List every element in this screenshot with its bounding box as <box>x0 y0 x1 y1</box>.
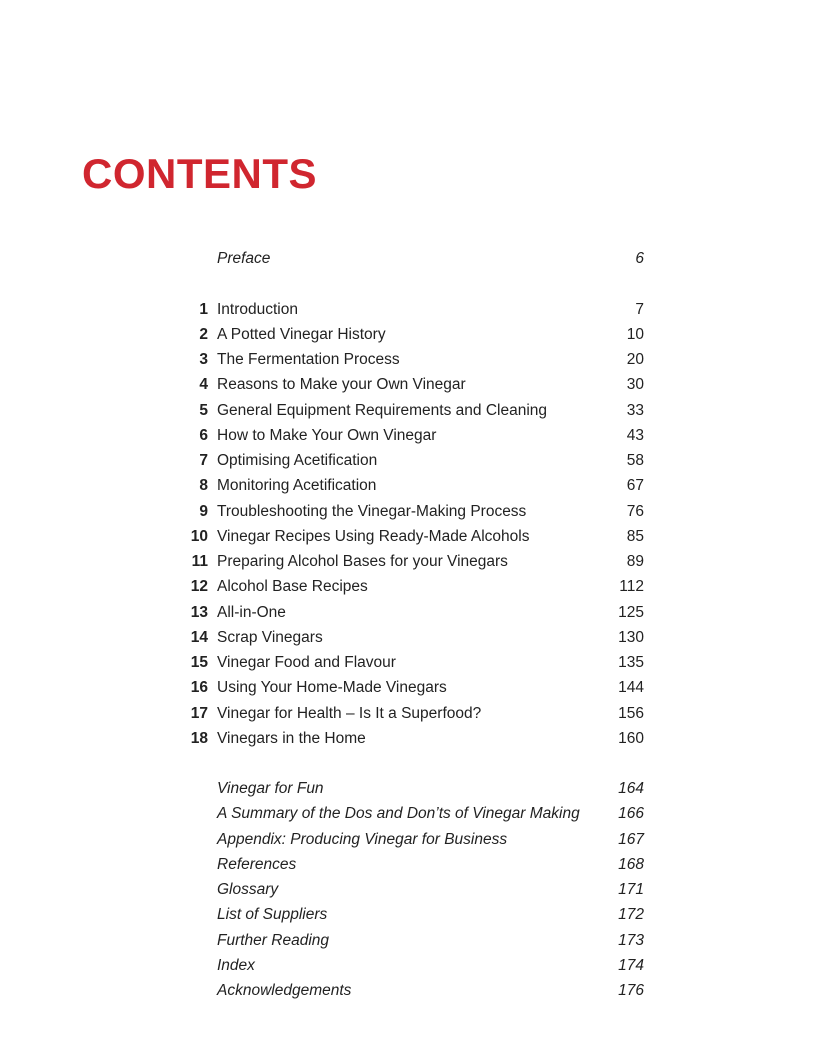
toc-entry-label: Appendix: Producing Vinegar for Business <box>217 831 508 848</box>
chapter-title: Vinegar Recipes Using Ready-Made Alcohols <box>217 528 530 545</box>
chapter-number: 4 <box>199 376 208 393</box>
toc-entry-page: 164 <box>618 780 644 797</box>
chapter-page: 112 <box>619 578 644 595</box>
toc-entry-label: References <box>217 856 297 873</box>
toc-chapter[interactable] <box>150 524 644 549</box>
toc-entry-label: Glossary <box>217 881 279 898</box>
chapter-page: 89 <box>626 553 644 570</box>
toc-entry-label: List of Suppliers <box>217 906 328 923</box>
toc-chapter[interactable] <box>150 347 644 372</box>
page-title: CONTENTS <box>82 150 317 197</box>
chapter-page: 125 <box>618 604 644 621</box>
toc-entry[interactable] <box>150 978 644 1003</box>
chapter-number: 18 <box>190 730 208 747</box>
toc-chapter[interactable] <box>150 499 644 524</box>
chapter-title: Introduction <box>217 301 298 318</box>
chapter-page: 144 <box>618 679 644 696</box>
chapter-title: Optimising Acetification <box>217 452 378 469</box>
toc-entry-page: 174 <box>618 957 644 974</box>
chapter-number: 2 <box>199 326 208 343</box>
chapter-title: Vinegar for Health – Is It a Superfood? <box>217 705 482 722</box>
toc-chapter[interactable] <box>150 726 644 751</box>
chapter-page: 33 <box>626 402 644 419</box>
chapter-number: 14 <box>190 629 208 646</box>
chapter-page: 67 <box>626 477 644 494</box>
toc-chapter[interactable] <box>150 322 644 347</box>
toc-chapter[interactable] <box>150 549 644 574</box>
toc-entry-label: Acknowledgements <box>217 982 352 999</box>
toc-entry-page: 168 <box>618 856 644 873</box>
toc-entry[interactable] <box>150 827 644 852</box>
toc-entry[interactable] <box>150 246 644 271</box>
toc-entry-label: Index <box>217 957 255 974</box>
toc-entry-label: A Summary of the Dos and Don’ts of Vinegar Making <box>217 805 580 822</box>
chapter-page: 30 <box>626 376 644 393</box>
toc-entry[interactable] <box>150 928 644 953</box>
toc-entry[interactable] <box>150 776 644 801</box>
toc-chapter[interactable] <box>150 448 644 473</box>
chapter-title: Using Your Home-Made Vinegars <box>217 679 447 696</box>
chapter-page: 58 <box>626 452 644 469</box>
toc-entry[interactable] <box>150 877 644 902</box>
chapter-title: How to Make Your Own Vinegar <box>217 427 437 444</box>
chapter-number: 11 <box>191 553 208 570</box>
toc-chapter[interactable] <box>150 423 644 448</box>
toc-entry-page: 173 <box>618 932 644 949</box>
chapter-title: Troubleshooting the Vinegar-Making Process <box>217 503 527 520</box>
chapter-page: 160 <box>618 730 644 747</box>
chapter-title: General Equipment Requirements and Cleaning <box>217 402 548 419</box>
toc-chapter[interactable] <box>150 574 644 599</box>
chapter-number: 9 <box>199 503 208 520</box>
chapter-page: 20 <box>626 351 644 368</box>
toc-entry-page: 167 <box>618 831 644 848</box>
toc-entry-page: 171 <box>618 881 644 898</box>
toc-entry-label: Vinegar for Fun <box>217 780 324 797</box>
chapter-title: Preparing Alcohol Bases for your Vinegars <box>217 553 508 570</box>
chapter-title: Alcohol Base Recipes <box>217 578 368 595</box>
toc-entry-page: 166 <box>618 805 644 822</box>
chapter-page: 130 <box>618 629 644 646</box>
toc-chapter[interactable] <box>150 701 644 726</box>
chapter-number: 17 <box>190 705 208 722</box>
chapter-number: 13 <box>190 604 208 621</box>
chapter-number: 7 <box>199 452 208 469</box>
chapter-page: 7 <box>635 301 644 318</box>
toc-chapter[interactable] <box>150 600 644 625</box>
chapter-number: 3 <box>199 351 208 368</box>
chapter-number: 15 <box>190 654 208 671</box>
chapter-page: 156 <box>618 705 644 722</box>
chapter-title: Reasons to Make your Own Vinegar <box>217 376 466 393</box>
toc-entry[interactable] <box>150 801 644 826</box>
chapter-title: The Fermentation Process <box>217 351 400 368</box>
toc-chapter[interactable] <box>150 398 644 423</box>
toc-chapter[interactable] <box>150 372 644 397</box>
chapter-page: 85 <box>626 528 644 545</box>
chapter-page: 10 <box>626 326 644 343</box>
chapter-page: 76 <box>626 503 644 520</box>
chapter-title: Vinegar Food and Flavour <box>217 654 396 671</box>
toc-entry-label: Further Reading <box>217 932 330 949</box>
chapter-title: Monitoring Acetification <box>217 477 377 494</box>
chapter-number: 8 <box>199 477 208 494</box>
chapter-number: 10 <box>190 528 208 545</box>
chapter-number: 1 <box>199 301 208 318</box>
toc-entry-page: 176 <box>618 982 644 999</box>
toc-chapter[interactable] <box>150 650 644 675</box>
toc-entry[interactable] <box>150 953 644 978</box>
chapter-page: 135 <box>618 654 644 671</box>
chapter-title: A Potted Vinegar History <box>217 326 386 343</box>
chapter-number: 16 <box>190 679 208 696</box>
chapter-title: Scrap Vinegars <box>217 629 323 646</box>
chapter-number: 5 <box>199 402 208 419</box>
chapter-title: All-in-One <box>217 604 286 621</box>
toc-entry-page: 6 <box>635 250 644 267</box>
toc-chapter[interactable] <box>150 297 644 322</box>
toc-entry-page: 172 <box>618 906 644 923</box>
chapter-number: 12 <box>190 578 208 595</box>
toc-entry[interactable] <box>150 902 644 927</box>
chapter-title: Vinegars in the Home <box>217 730 366 747</box>
chapter-page: 43 <box>626 427 644 444</box>
toc-chapter[interactable] <box>150 675 644 700</box>
chapter-number: 6 <box>199 427 208 444</box>
toc-chapter[interactable] <box>150 625 644 650</box>
toc-entry[interactable] <box>150 852 644 877</box>
toc-entry-label: Preface <box>217 250 271 267</box>
toc-chapter[interactable] <box>150 473 644 498</box>
